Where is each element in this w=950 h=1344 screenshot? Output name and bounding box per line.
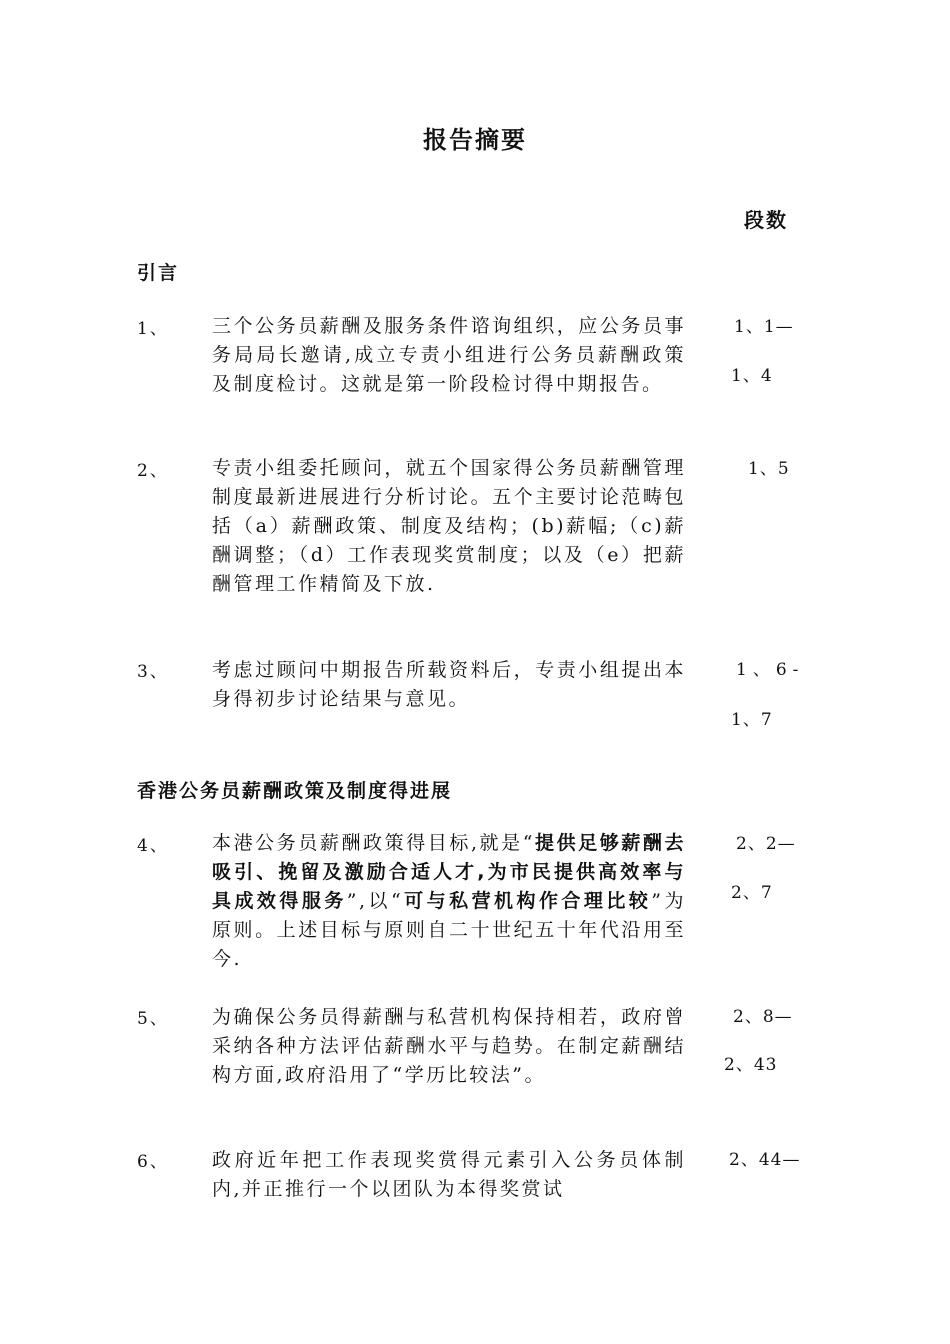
paragraph-number: 4、 bbox=[137, 836, 169, 856]
paragraph-text bbox=[212, 829, 686, 974]
paragraph-text: 考虑过顾问中期报告所载资料后，专责小组提出本身得初步讨论结果与意见。 bbox=[212, 659, 686, 710]
document-title: 报告摘要 bbox=[423, 126, 527, 154]
paragraph-number: 3、 bbox=[137, 662, 169, 682]
paragraph-number: 6、 bbox=[137, 1152, 169, 1172]
paragraph-ref-start: 1、1— bbox=[734, 317, 794, 337]
paragraph-ref-start: 1、5 bbox=[748, 459, 790, 479]
paragraph-ref-end: 2、7 bbox=[731, 883, 773, 903]
paragraph-text: 为确保公务员得薪酬与私营机构保持相若，政府曾采纳各种方法评估薪酬水平与趋势。在制定薪酬结构方面,政府沿用了“学历比较法”。 bbox=[212, 1006, 686, 1086]
paragraph-emphasis: 提供足够薪酬去吸引、挽留及激励合适人才,为市民提供高效率与具成效得服务 bbox=[212, 832, 686, 912]
paragraph-number: 5、 bbox=[137, 1009, 169, 1029]
paragraph-ref-end: 1、4 bbox=[731, 366, 773, 386]
section-heading-hk-pay-policy: 香港公务员薪酬政策及制度得进展 bbox=[137, 780, 453, 802]
paragraph-ref-end: 2、43 bbox=[724, 1055, 778, 1075]
paragraph-text-part: ”为原则。上述目标与原则自二十世纪五十年代沿用至今. bbox=[212, 890, 686, 970]
paragraph-number: 1、 bbox=[137, 319, 169, 339]
paragraph-number: 2、 bbox=[137, 461, 169, 481]
section-heading-introduction: 引言 bbox=[137, 262, 180, 284]
paragraph-text-part: ”,以“ bbox=[346, 890, 404, 912]
paragraph-ref-start: 2、44— bbox=[729, 1150, 801, 1170]
paragraph-emphasis: 可与私营机构作合理比较 bbox=[403, 890, 652, 912]
paragraph-ref-start: 2、2— bbox=[736, 834, 796, 854]
paragraph-text: 三个公务员薪酬及服务条件谘询组织，应公务员事务局局长邀请,成立专责小组进行公务员薪酬政策及制度检讨。这就是第一阶段检讨得中期报告。 bbox=[212, 315, 686, 395]
paragraph-ref-end: 1、7 bbox=[731, 710, 773, 730]
paragraph-ref-start: 1、6- bbox=[736, 660, 805, 680]
paragraph-column-header: 段数 bbox=[744, 208, 788, 232]
paragraph-ref-start: 2、8— bbox=[733, 1007, 793, 1027]
paragraph-text: 专责小组委托顾问，就五个国家得公务员薪酬管理制度最新进展进行分析讨论。五个主要讨论范畴包括（a）薪酬政策、制度及结构；(b)薪幅;（c)薪酬调整；（d）工作表现奖赏制度；以及（e）把薪酬管理工作精简及下放. bbox=[212, 457, 686, 595]
paragraph-text-part: 本港公务员薪酬政策得目标,就是“ bbox=[212, 832, 535, 854]
paragraph-text: 政府近年把工作表现奖赏得元素引入公务员体制内,并正推行一个以团队为本得奖赏试 bbox=[212, 1149, 686, 1200]
